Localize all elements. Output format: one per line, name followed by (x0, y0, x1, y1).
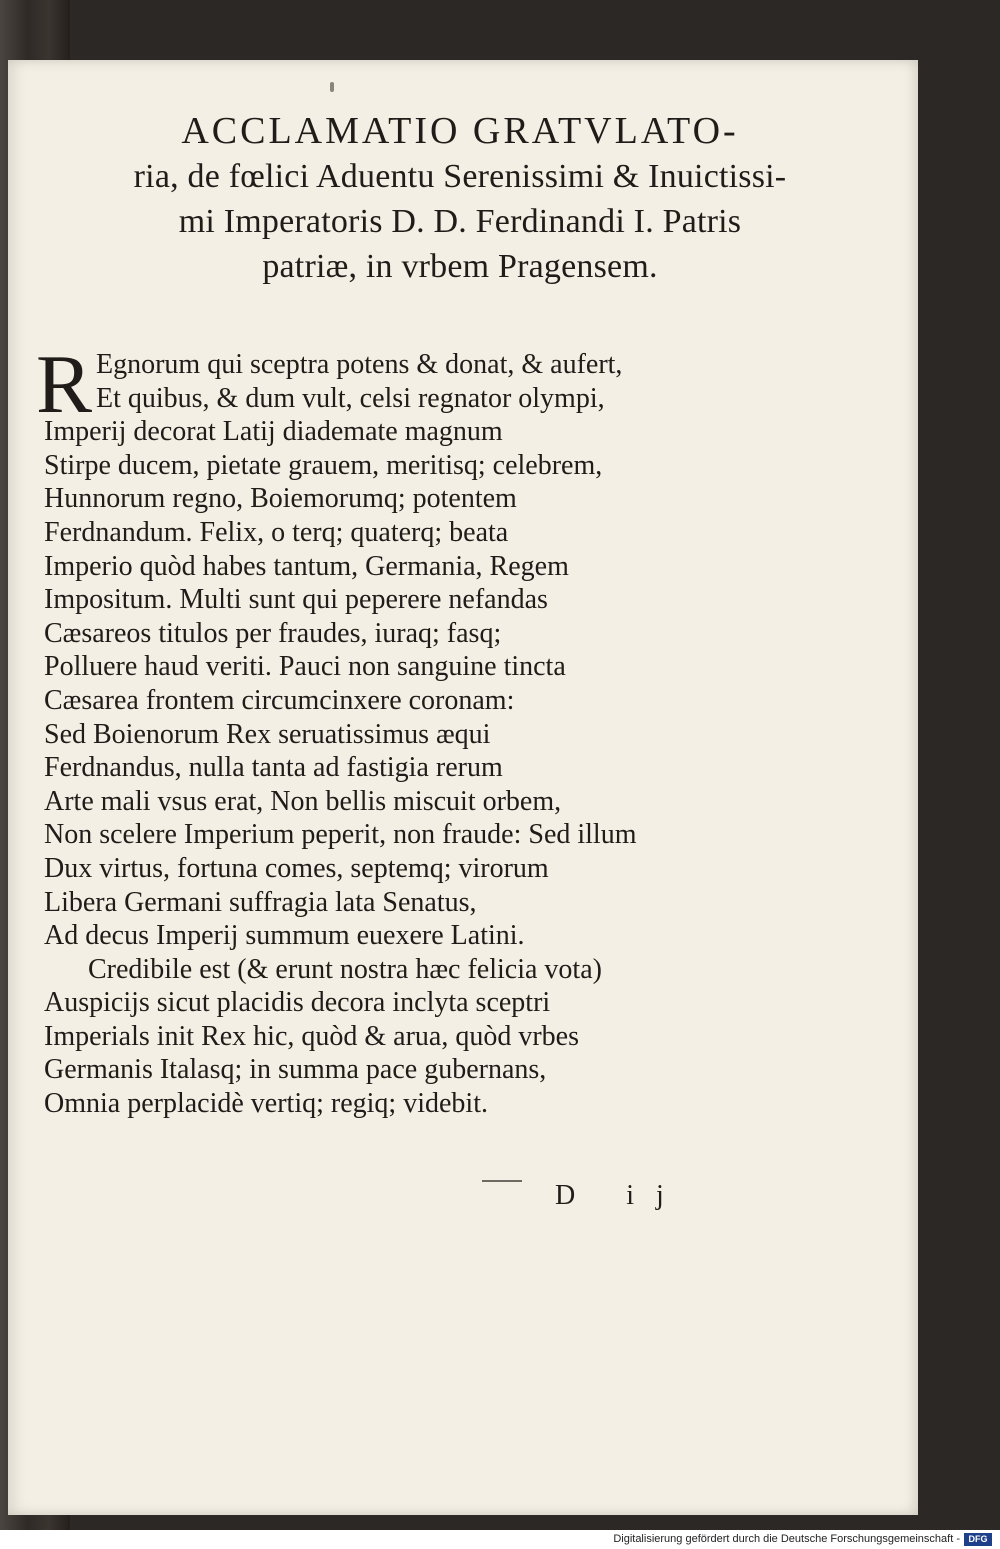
verse-line: Egnorum qui sceptra potens & donat, & aufert, (96, 349, 623, 380)
verse-line: Libera Germani suffragia lata Senatus, (44, 886, 477, 918)
funding-notice: Digitalisierung gefördert durch die Deutsche Forschungsgemeinschaft - (613, 1533, 960, 1545)
verse-line: Cæsarea frontem circumcinxere coronam: (44, 684, 515, 716)
verse-line: Omnia perplacidè vertiq; regiq; videbit. (44, 1088, 488, 1120)
verse-line: Stirpe ducem, pietate grauem, meritisq; celebrem, (44, 449, 603, 481)
verse-line: Credibile est (& erunt nostra hæc felicia vota) (88, 953, 602, 985)
poem-heading (40, 108, 880, 289)
verse-line: Imperials init Rex hic, quòd & arua, quòd vrbes (44, 1020, 579, 1052)
ink-speck (330, 82, 334, 92)
verse-line: Impositum. Multi sunt qui peperere nefandas (44, 584, 548, 616)
dfg-logo-icon: DFG (964, 1533, 992, 1546)
heading-line-4: patriæ, in vrbem Pragensem. (262, 248, 658, 285)
dropcap-block (30, 338, 890, 431)
poem-verse (30, 338, 890, 1121)
verse-line: Arte mali vsus erat, Non bellis miscuit orbem, (44, 785, 562, 817)
verse-line: Ferdnandum. Felix, o terq; quaterq; beata (44, 516, 509, 548)
catchword-rule (482, 1180, 522, 1182)
verse-line: Germanis Italasq; in summa pace gubernans, (44, 1054, 547, 1086)
verse-line: Sed Boienorum Rex seruatissimus æqui (44, 718, 491, 750)
verse-line: Ferdnandus, nulla tanta ad fastigia rerum (44, 752, 503, 784)
heading-line-1: ACCLAMATIO GRATVLATO- (181, 110, 739, 152)
signature-mark: D ij (555, 1180, 686, 1211)
heading-line-2: ria, de fœlici Aduentu Serenissimi & Inuictissi- (133, 158, 787, 195)
heading-line-3: mi Imperatoris D. D. Ferdinandi I. Patris (178, 203, 742, 240)
verse-line: Imperij decorat Latij diademate magnum (44, 416, 503, 448)
verse-line: Ad decus Imperij summum euexere Latini. (44, 920, 525, 952)
dropcap-letter: R (36, 338, 93, 431)
verse-line: Polluere haud veriti. Pauci non sanguine tincta (44, 651, 566, 683)
verse-line: Et quibus, & dum vult, celsi regnator olympi, (96, 382, 605, 414)
verse-line: Hunnorum regno, Boiemorumq; potentem (44, 483, 517, 515)
verse-line: Non scelere Imperium peperit, non fraude: Sed illum (44, 819, 637, 851)
verse-line: Cæsareos titulos per fraudes, iuraq; fasq; (44, 617, 502, 649)
verse-line: Auspicijs sicut placidis decora inclyta sceptri (44, 987, 551, 1019)
verse-line: Dux virtus, fortuna comes, septemq; virorum (44, 852, 549, 884)
verse-line: Imperio quòd habes tantum, Germania, Regem (44, 550, 569, 582)
